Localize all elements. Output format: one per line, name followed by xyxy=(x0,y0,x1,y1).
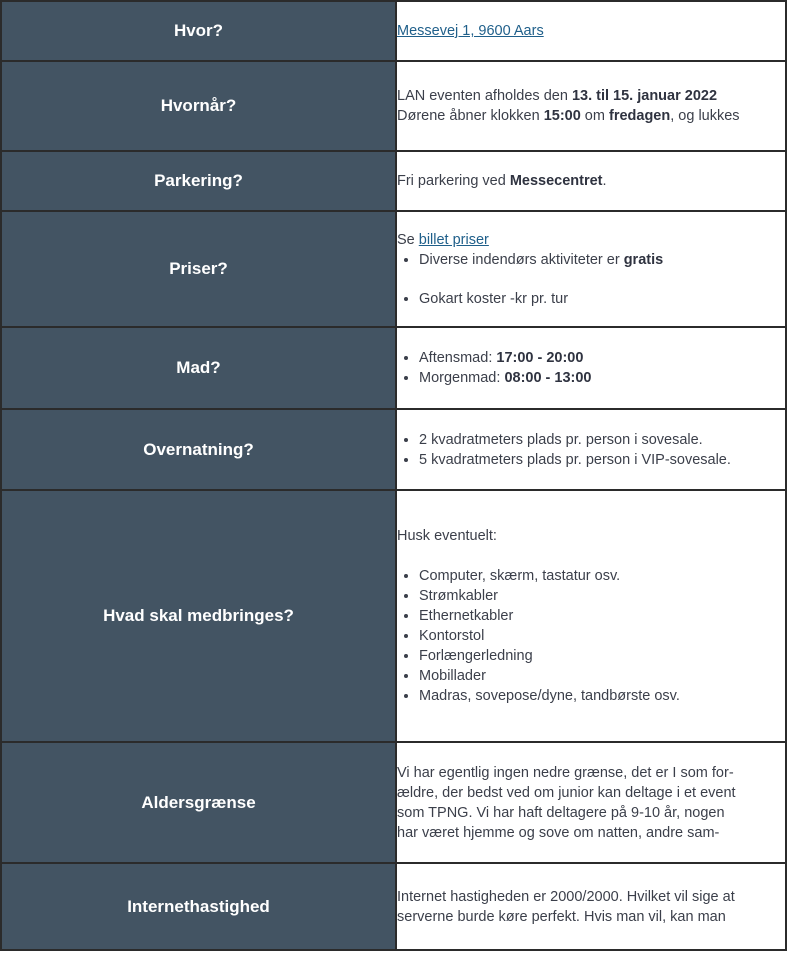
opening-day: fredagen xyxy=(608,108,671,124)
internet-text-line: Internet hastigheden er 2000/2000. Hvilket vil sige at xyxy=(397,888,735,905)
opening-line-text: Dørene åbner klokken xyxy=(397,108,544,124)
row-value-parkering xyxy=(396,151,786,211)
meal-name: Aftensmad: xyxy=(419,350,497,366)
list-item xyxy=(419,250,785,270)
date-line-text: LAN eventen afholdes den xyxy=(397,88,572,104)
row-header-internet: Internethastighed xyxy=(1,863,396,950)
row-parkering xyxy=(1,151,786,211)
parking-text: Fri parkering ved xyxy=(397,173,510,189)
row-medbringes xyxy=(1,490,786,742)
list-item xyxy=(419,368,785,388)
list-item: • Mobillader xyxy=(419,666,785,686)
parking-text-end: . xyxy=(602,173,607,189)
row-internet xyxy=(1,863,786,950)
prices-free-label: gratis xyxy=(623,251,664,268)
row-value-medbringes xyxy=(396,490,786,742)
row-hvor xyxy=(1,1,786,61)
row-header-overnatning: Overnatning? xyxy=(1,409,396,490)
opening-line-end: , og lukkes xyxy=(670,108,740,124)
list-item: • Forlængerledning xyxy=(419,646,785,666)
opening-line xyxy=(397,106,785,126)
row-header-priser: Priser? xyxy=(1,211,396,327)
opening-time: 15:00 xyxy=(543,108,581,124)
prices-intro-text: Se xyxy=(397,231,419,248)
row-value-aldersgraense xyxy=(396,742,786,863)
prices-intro xyxy=(397,230,785,250)
parking-venue: Messecentret xyxy=(509,173,603,189)
row-header-hvor: Hvor? xyxy=(1,1,396,61)
row-header-medbringes: Hvad skal medbringes? xyxy=(1,490,396,742)
row-priser xyxy=(1,211,786,327)
row-value-internet xyxy=(396,863,786,950)
list-item xyxy=(419,348,785,368)
bring-intro: Husk eventuelt: xyxy=(397,528,497,544)
list-item: • 5 kvadratmeters plads pr. person i VIP-sovesale. xyxy=(419,450,785,470)
row-header-mad: Mad? xyxy=(1,327,396,409)
age-text-line: som TPNG. Vi har haft deltagere på 9-10 år, nogen xyxy=(397,804,725,821)
address-link[interactable]: Messevej 1, 9600 Aars xyxy=(397,23,544,39)
row-header-hvornaar: Hvornår? xyxy=(1,61,396,151)
list-item: • Strømkabler xyxy=(419,586,785,606)
row-value-hvor xyxy=(396,1,786,61)
list-item: • Computer, skærm, tastatur osv. xyxy=(419,566,785,586)
list-item: • Kontorstol xyxy=(419,626,785,646)
meal-time: 17:00 - 20:00 xyxy=(496,350,584,366)
row-value-priser xyxy=(396,211,786,327)
row-value-overnatning xyxy=(396,409,786,490)
row-header-aldersgraense: Aldersgrænse xyxy=(1,742,396,863)
list-item xyxy=(419,289,785,309)
list-item: • Madras, sovepose/dyne, tandbørste osv. xyxy=(419,686,785,706)
row-header-parkering: Parkering? xyxy=(1,151,396,211)
row-mad xyxy=(1,327,786,409)
opening-line-mid: om xyxy=(580,108,609,124)
row-aldersgraense xyxy=(1,742,786,863)
row-hvornaar xyxy=(1,61,786,151)
bring-list xyxy=(397,566,785,706)
internet-text-line: serverne burde køre perfekt. Hvis man vil, kan man xyxy=(397,908,726,925)
sleeping-list xyxy=(397,430,785,470)
date-range: 13. til 15. januar 2022 xyxy=(571,88,718,104)
row-overnatning xyxy=(1,409,786,490)
meal-name: Morgenmad: xyxy=(419,370,505,386)
meal-time: 08:00 - 13:00 xyxy=(504,370,592,386)
meal-list xyxy=(397,348,785,388)
date-line xyxy=(397,86,785,106)
row-value-hvornaar xyxy=(396,61,786,151)
age-text-line: ældre, der bedst ved om junior kan deltage i et event xyxy=(397,784,736,801)
row-value-mad xyxy=(396,327,786,409)
list-item: • 2 kvadratmeters plads pr. person i sovesale. xyxy=(419,430,785,450)
age-text-line: har været hjemme og sove om natten, andre sam- xyxy=(397,824,720,841)
prices-list xyxy=(397,250,785,309)
prices-item-text: Gokart koster -kr pr. tur xyxy=(419,290,569,307)
age-text-line: Vi har egentlig ingen nedre grænse, det er I som for- xyxy=(397,764,734,781)
list-item: • Ethernetkabler xyxy=(419,606,785,626)
ticket-prices-link[interactable]: billet priser xyxy=(418,231,489,248)
prices-item-text: Diverse indendørs aktiviteter er xyxy=(419,251,624,268)
